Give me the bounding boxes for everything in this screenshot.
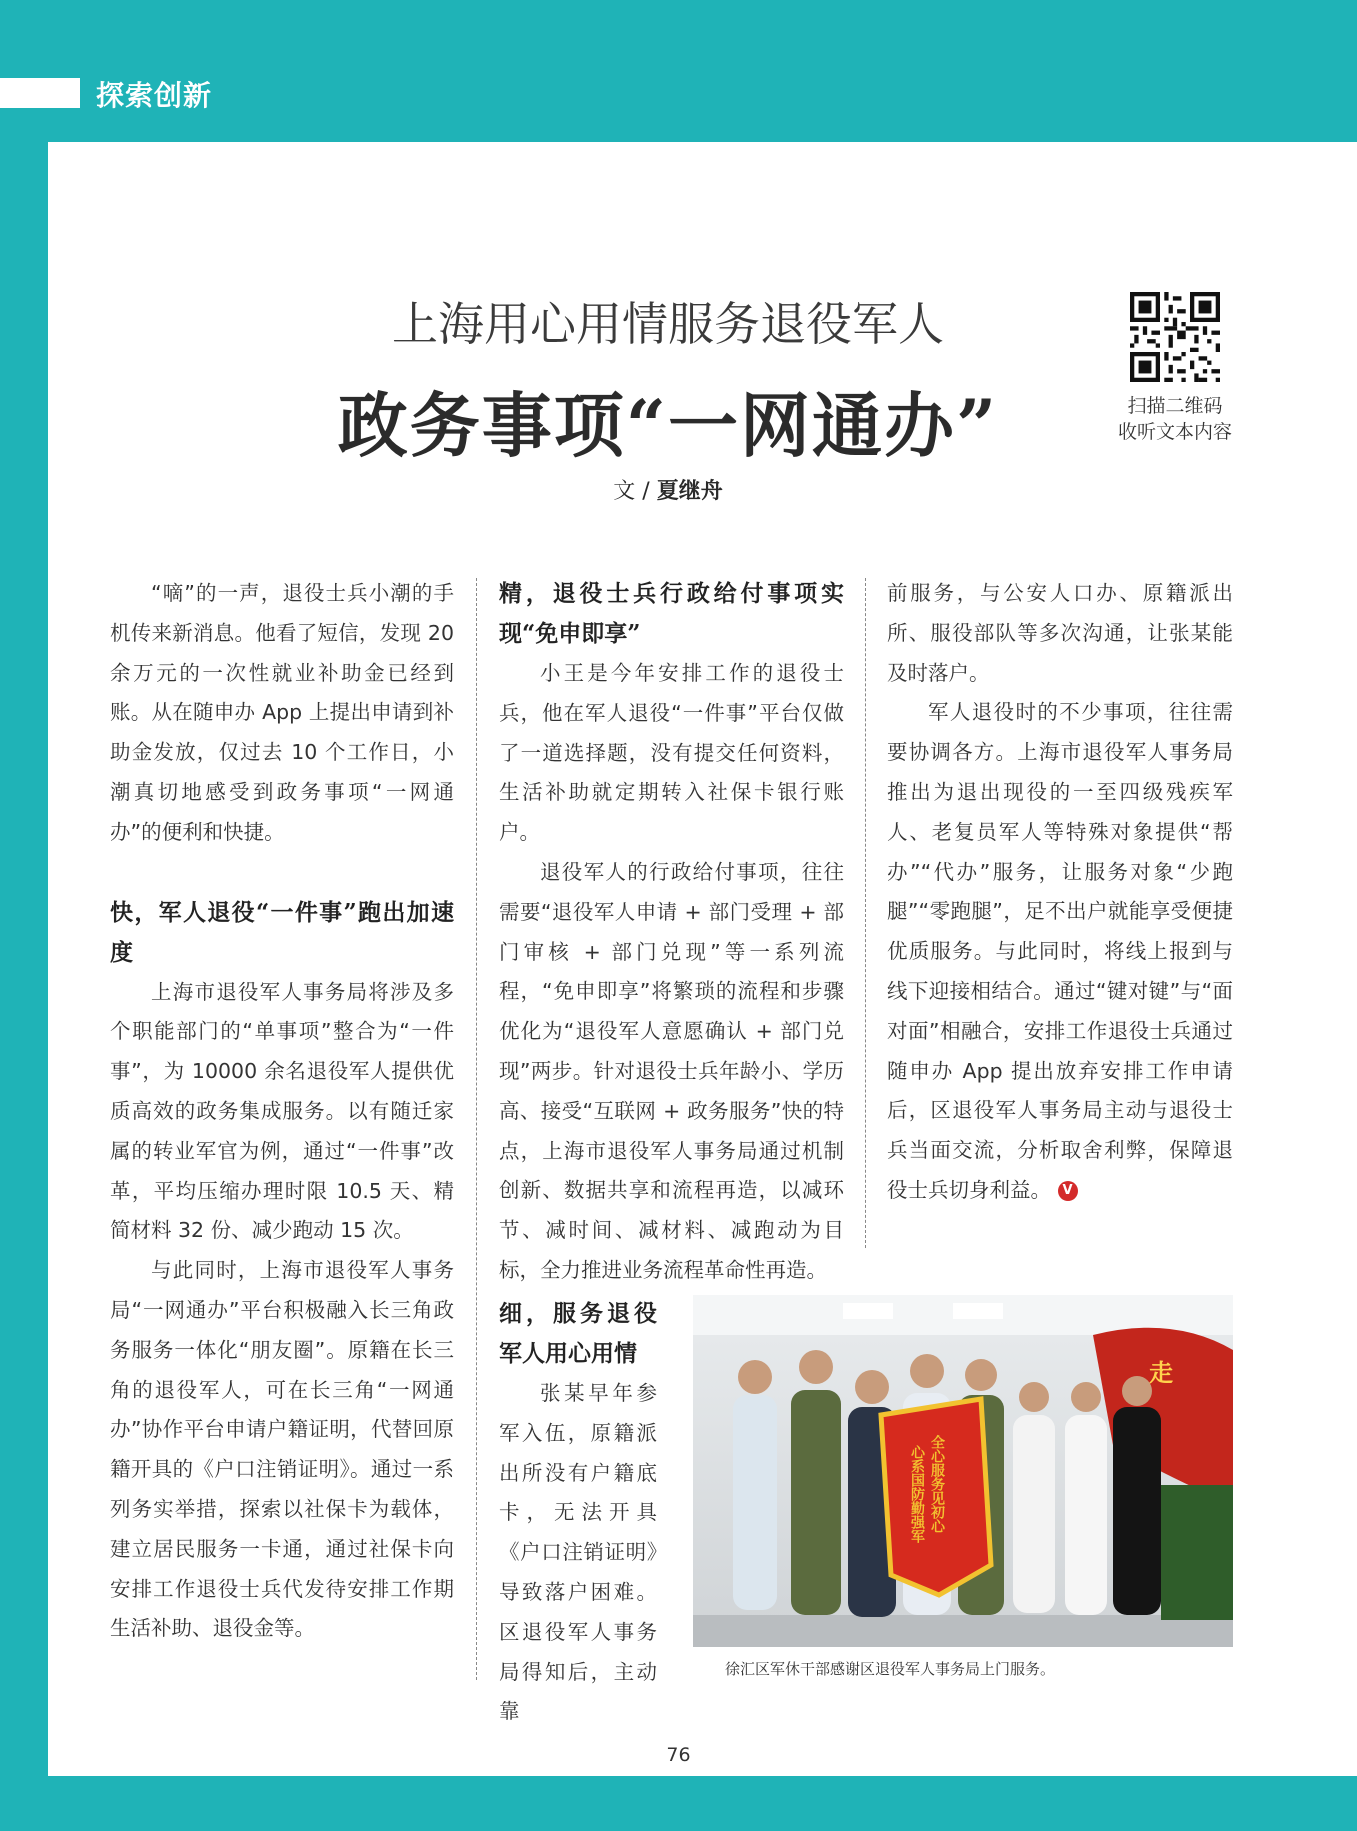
column-divider bbox=[865, 578, 866, 1248]
paragraph: “嘀”的一声，退役士兵小潮的手机传来新消息。他看了短信，发现 20 余万元的一次性就业补助金已经到账。从在随申办 App 上提出申请到补助金发放，仅过去 10 个工作日，小潮真切地感受到政务事项“一网通办”的便利和快捷。 bbox=[110, 581, 454, 844]
photo-caption: 徐汇区军休干部感谢区退役军人事务局上门服务。 bbox=[725, 1660, 1056, 1678]
author-name: 夏继舟 bbox=[656, 479, 723, 504]
paragraph: 上海市退役军人事务局将涉及多个职能部门的“单事项”整合为“一件事”，为 10000 余名退役军人提供优质高效的政务集成服务。以有随迁家属的转业军官为例，通过“一件事”改革，平均压缩办理时限 10.5 天、精简材料 32 份、减少跑动 15 次。 bbox=[110, 979, 454, 1243]
column-2-continued bbox=[499, 1294, 657, 1732]
ceiling-light bbox=[843, 1303, 893, 1319]
end-mark-icon: V bbox=[1058, 1181, 1078, 1201]
person-head bbox=[1071, 1382, 1101, 1412]
wall-text: 走 bbox=[1149, 1359, 1173, 1387]
paragraph-text: 军人退役时的不少事项，往往需要协调各方。上海市退役军人事务局推出为退出现役的一至四级残疾军人、老复员军人等特殊对象提供“帮办”“代办”服务，让服务对象“少跑腿”“零跑腿”，足不出户就能享受便捷优质服务。与此同时，将线上报到与线下迎接相结合。通过“键对键”与“面对面”相融合，安排工作退役士兵通过随申办 App 提出放弃安排工作申请后，区退役军人事务局主动与退役士兵当面交流，分析取舍利弊，保障退役士兵切身利益。 bbox=[887, 700, 1233, 1202]
person-head bbox=[965, 1359, 997, 1391]
person bbox=[733, 1395, 777, 1610]
byline bbox=[0, 474, 1336, 505]
banner-line-2: 心系国防勤强军 bbox=[909, 1445, 925, 1543]
person-head bbox=[910, 1354, 944, 1388]
paragraph: 前服务，与公安人口办、原籍派出所、服役部队等多次沟通，让张某能及时落户。 bbox=[887, 581, 1233, 685]
paragraph: 退役军人的行政给付事项，往往需要“退役军人申请 + 部门受理 + 部门审核 + 部门兑现”等一系列流程，“免申即享”将繁琐的流程和步骤优化为“退役军人意愿确认 + 部门兑现”两步。针对退役士兵年龄小、学历高、接受“互联网 + 政务服务”快的特点，上海市退役军人事务局通过机制创新、数据共享和流程再造，以减环节、减时间、减材料、减跑动为目标，全力推进业务流程革命性再造。 bbox=[499, 859, 844, 1282]
person-head bbox=[799, 1350, 833, 1384]
column-2 bbox=[499, 574, 844, 1291]
paragraph: 与此同时，上海市退役军人事务局“一网通办”平台积极融入长三角政务服务一体化“朋友圈”。原籍在长三角的退役军人，可在长三角“一网通办”协作平台申请户籍证明，代替回原籍开具的《户口注销证明》。通过一系列务实举措，探索以社保卡为载体，建立居民服务一卡通，通过社保卡向安排工作退役士兵代发待安排工作期生活补助、退役金等。 bbox=[110, 1258, 454, 1641]
column-divider bbox=[476, 578, 477, 1680]
person bbox=[791, 1390, 841, 1615]
qr-caption-line2: 收听文本内容 bbox=[1117, 421, 1232, 443]
person-head bbox=[1019, 1382, 1049, 1412]
section-label: 探索创新 bbox=[96, 79, 213, 112]
article-subtitle: 上海用心用情服务退役军人 bbox=[392, 297, 944, 351]
article-photo bbox=[693, 1295, 1233, 1647]
honor-banner bbox=[881, 1399, 991, 1595]
plant bbox=[1161, 1485, 1233, 1620]
person bbox=[1013, 1415, 1055, 1613]
person-head bbox=[738, 1360, 772, 1394]
section-heading: 快，军人退役“一件事”跑出加速度 bbox=[110, 898, 454, 966]
section-heading: 细，服务退役军人用心用情 bbox=[499, 1300, 657, 1367]
column-3 bbox=[887, 574, 1233, 1211]
person-head bbox=[855, 1370, 889, 1404]
page-number: 76 bbox=[666, 1744, 691, 1766]
byline-prefix: 文 / bbox=[613, 479, 657, 504]
person-head bbox=[1122, 1376, 1152, 1406]
qr-caption bbox=[1100, 393, 1250, 445]
paragraph: 小王是今年安排工作的退役士兵，他在军人退役“一件事”平台仅做了一道选择题，没有提交任何资料，生活补助就定期转入社保卡银行账户。 bbox=[499, 661, 844, 845]
qr-caption-line1: 扫描二维码 bbox=[1127, 395, 1223, 417]
qr-code-icon[interactable] bbox=[1130, 292, 1220, 382]
article-title: 政务事项“一网通办” bbox=[337, 384, 999, 467]
person bbox=[1065, 1415, 1107, 1615]
ceiling-light bbox=[953, 1303, 1003, 1319]
photo-floor bbox=[693, 1615, 1233, 1647]
banner-line-1: 全心服务见初心 bbox=[929, 1435, 945, 1533]
person bbox=[1113, 1407, 1161, 1615]
paragraph bbox=[887, 693, 1233, 1210]
column-1 bbox=[110, 574, 454, 1649]
paragraph: 张某早年参军入伍，原籍派出所没有户籍底卡，无法开具《户口注销证明》导致落户困难。区退役军人事务局得知后，主动靠 bbox=[499, 1381, 657, 1724]
header-accent-bar bbox=[0, 78, 80, 108]
section-heading: 精，退役士兵行政给付事项实现“免申即享” bbox=[499, 580, 844, 647]
